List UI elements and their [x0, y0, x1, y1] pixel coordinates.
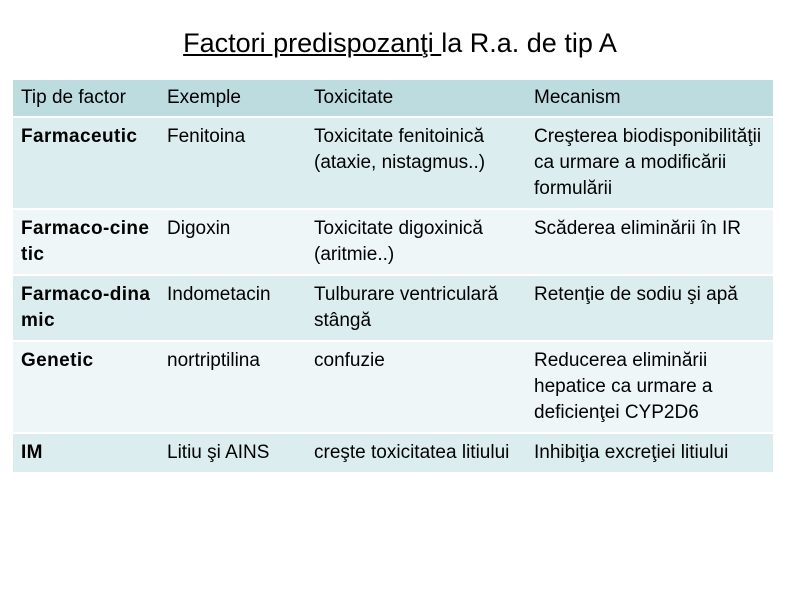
table-row: [13, 117, 773, 209]
mechanism-cell: Reducerea eliminării hepatice ca urmare a deficienţei CYP2D6: [526, 341, 773, 433]
table-row: [13, 275, 773, 341]
mechanism-cell: Retenţie de sodiu şi apă: [526, 275, 773, 341]
example-cell: Fenitoina: [159, 117, 306, 209]
toxicity-cell: Tulburare ventriculară stângă: [306, 275, 526, 341]
table-header-row: [13, 80, 773, 117]
slide-title: [0, 28, 800, 59]
header-toxicity: Toxicitate: [306, 80, 526, 117]
factor-cell: Farmaco-dinamic: [13, 275, 159, 341]
slide-title-underlined: Factori predispozanţi: [183, 28, 442, 58]
example-cell: Digoxin: [159, 209, 306, 275]
header-factor-type: Tip de factor: [13, 80, 159, 117]
mechanism-cell: Scăderea eliminării în IR: [526, 209, 773, 275]
factor-cell: IM: [13, 433, 159, 473]
header-mechanism: Mecanism: [526, 80, 773, 117]
table-row: [13, 341, 773, 433]
factor-cell: Farmaceutic: [13, 117, 159, 209]
toxicity-cell: confuzie: [306, 341, 526, 433]
toxicity-cell: Toxicitate fenitoinică (ataxie, nistagmus..): [306, 117, 526, 209]
mechanism-cell: Creşterea biodisponibilităţii ca urmare a modificării formulării: [526, 117, 773, 209]
table-row: [13, 209, 773, 275]
header-examples: Exemple: [159, 80, 306, 117]
slide-title-rest: la R.a. de tip A: [441, 28, 617, 58]
example-cell: Litiu şi AINS: [159, 433, 306, 473]
table-row: [13, 433, 773, 473]
toxicity-cell: creşte toxicitatea litiului: [306, 433, 526, 473]
toxicity-cell: Toxicitate digoxinică (aritmie..): [306, 209, 526, 275]
factor-cell: Farmaco-cinetic: [13, 209, 159, 275]
example-cell: nortriptilina: [159, 341, 306, 433]
example-cell: Indometacin: [159, 275, 306, 341]
factor-cell: Genetic: [13, 341, 159, 433]
mechanism-cell: Inhibiţia excreţiei litiului: [526, 433, 773, 473]
factors-table: [13, 80, 773, 474]
